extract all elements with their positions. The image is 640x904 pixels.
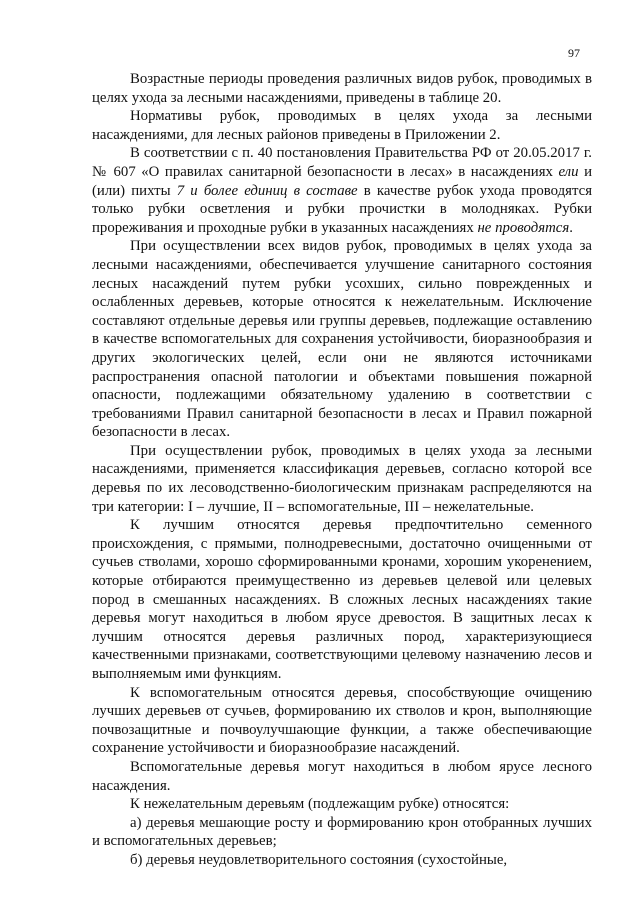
regulation-emphasis-not-conducted: не проводятся	[477, 219, 570, 236]
paragraph-age-periods: Возрастные периоды проведения различных видов рубок, проводимых в целях ухода за лесными насаждениями, приведены в таблице 20.	[92, 71, 592, 106]
regulation-text-e: в качестве рубок ухода проводятся только рубки осветления и рубки прочистки в молодняках. Рубки прореживания и проходные рубки в указанных насаждениях	[92, 182, 592, 236]
paragraph-regulation	[92, 144, 592, 237]
regulation-text-a: В соответствии с п. 40 постановления Правительства РФ от 20.05.2017 г. № 607 «О правилах санитарной безопасности в лесах» в насаждениях	[92, 145, 592, 180]
paragraph-auxiliary-trees: К вспомогательным относятся деревья, способствующие очищению лучших деревьев от сучьев, формированию их стволов и крон, выполняющие почвозащитные и почвоулучшающие функции, а также обеспечивающие сохранение устойчивости и биоразнообразие насаждений.	[92, 684, 592, 757]
paragraph-classification: При осуществлении рубок, проводимых в целях ухода за лесными насаждениями, применяется классификация деревьев, согласно которой все деревья по их лесоводственно-биологическим признакам распределяются на три категории: I – лучшие, II – вспомогательные, III – нежелательные.	[92, 442, 592, 515]
regulation-text-g: .	[569, 219, 573, 236]
list-item-a: а) деревья мешающие росту и формированию крон отобранных лучших и вспомогательных деревьев;	[92, 814, 592, 850]
page-number: 97	[568, 46, 580, 60]
regulation-text-c: и (или) пихты	[92, 163, 593, 199]
regulation-emphasis-composition: 7 и более единиц в составе	[176, 182, 358, 199]
paragraph-best-trees: К лучшим относятся деревья предпочтительно семенного происхождения, с прямыми, полнодревесными, достаточно очищенными от сучьев стволами, хорошо сформированными кронами, хорошим укоренением, которые отбираются преимущественно из деревьев целевой или целевых пород в смешанных насаждениях. В сложных лесных насаждениях такие деревья могут находиться в любом ярусе древостоя. В защитных лесах к лучшим относятся деревья различных пород, характеризующиеся качественными признаками, соответствующими целевому назначению лесов и выполняемым ими функциям.	[92, 517, 592, 682]
paragraph-sanitary: При осуществлении всех видов рубок, проводимых в целях ухода за лесными насаждениями, обеспечивается улучшение санитарного состояния лесных насаждений путем рубки усохших, сильно поврежденных и ослабленных деревьев, которые относятся к нежелательным. Исключение составляют отдельные деревья или группы деревьев, подлежащие оставлению в качестве вспомогательных для сохранения устойчивости, биоразнообразия и других экологических целей, если они не являются источниками распространения опасной патологии и объектами повышения пожарной опасности, подлежащими обязательному удалению в соответствии с требованиями Правил санитарной безопасности в лесах и Правил пожарной безопасности в лесах.	[92, 238, 592, 441]
paragraph-auxiliary-location: Вспомогательные деревья могут находиться в любом ярусе лесного насаждения.	[92, 758, 592, 794]
paragraph-norms: Нормативы рубок, проводимых в целях ухода за лесными насаждениями, для лесных районов приведены в Приложении 2.	[92, 108, 592, 143]
regulation-emphasis-spruce: ели	[558, 163, 579, 180]
paragraph-undesirable-intro: К нежелательным деревьям (подлежащим рубке) относятся:	[130, 796, 510, 813]
list-item-b: б) деревья неудовлетворительного состояния (сухостойные,	[130, 851, 508, 868]
body-text	[92, 70, 592, 870]
